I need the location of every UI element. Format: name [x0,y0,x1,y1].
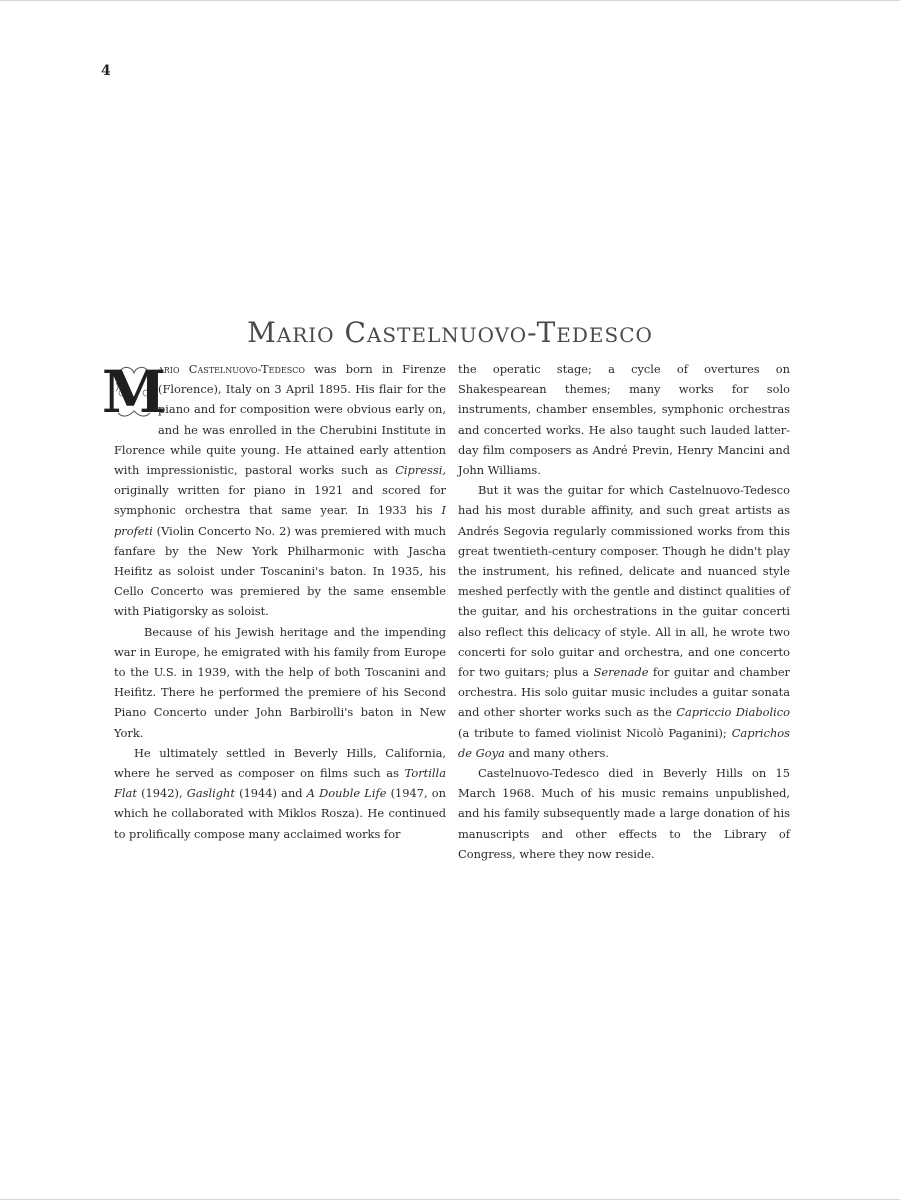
paragraph-biography-intro [101,358,446,622]
text-run: But it was the guitar for which Castelnuovo-Tedesco had his most durable affinity, and such great artists as Andrés Segovia regularly commissioned works from this great twentieth-century composer. Though he didn't play the instrument, his refined, delicate and nuanced style meshed perfectly with the gentle and distinct qualities of the guitar, and his orchestrations in the guitar concerti also reflect this delicacy of style. All in all, he wrote two concerti for solo guitar and orchestra, and one concerto for two guitars; plus a [458,483,790,680]
text-run: He ultimately settled in Beverly Hills, California, where he served as composer on films such as [114,745,446,781]
paragraph-guitar [458,480,790,763]
text-run: and many others. [504,745,609,760]
text-run: (1942), [136,786,187,801]
text-run: (1944) and [234,786,307,801]
italic-film-title: Gaslight [186,786,235,801]
page-title: Mario Castelnuovo-Tedesco [247,315,653,349]
text-run: (a tribute to famed violinist Nicolò Paganini); [458,725,732,740]
text-run: for guitar and chamber orchestra. His solo guitar music includes a guitar sonata and other shorter works such as the [458,665,790,720]
text-run: (Violin Concerto No. 2) was premiered with much fanfare by the New York Philharmonic with Jascha Heifitz as soloist under Toscanini's baton. In 1935, his Cello Concerto was premiered by the same ensemble with Piatigorsky as soloist. [114,523,446,619]
italic-film-title: Tortilla Flat [114,766,446,801]
italic-work-title: Capriccio Diabolico [676,705,790,720]
italic-work-title: Serenade [593,665,649,680]
left-column [101,358,446,844]
dropcap-letter: M [101,358,167,426]
paragraph-emigration: Because of his Jewish heritage and the impending war in Europe, he emigrated with his family from Europe to the U.S. in 1939, with the help of both Toscanini and Heifitz. There he performed the premiere of his Second Piano Concerto under John Barbirolli's baton in New York. [114,624,446,740]
text-run: originally written for piano in 1921 and scored for symphonic orchestra that same year. In 1933 his [114,483,446,518]
text-run: was born in Firenze (Florence), Italy on 3 April 1895. His flair for the piano and for composition were obvious early on, and he was enrolled in the Cherubini Institute in Florence while quite young. He attained early attention with impressionistic, pastoral works such as [114,362,446,478]
right-column [458,359,790,864]
italic-work-title: Cipressi, [395,463,446,478]
italic-work-title: Caprichos de Goya [458,725,790,760]
paragraph-film-career [114,743,446,844]
lead-small-caps: ario Castelnuovo-Tedesco [158,362,305,376]
ornamental-dropcap [101,358,167,426]
page-number: 4 [101,63,111,79]
paragraph-death-legacy: Castelnuovo-Tedesco died in Beverly Hills on 15 March 1968. Much of his music remains unpublished, and his family subsequently made a large donation of his manuscripts and other effects to the Library of Congress, where they now reside. [458,766,790,861]
italic-film-title: A Double Life [306,786,387,801]
text-run: (1947, on which he collaborated with Miklos Rosza). He continued to prolifically compose many acclaimed works for [114,786,446,841]
italic-work-title: I profeti [114,503,446,538]
paragraph-continued: the operatic stage; a cycle of overtures on Shakespearean themes; many works for solo instruments, chamber ensembles, symphonic orchestras and concerted works. He also taught such lauded latter-day film composers as André Previn, Henry Mancini and John Williams. [458,362,790,478]
